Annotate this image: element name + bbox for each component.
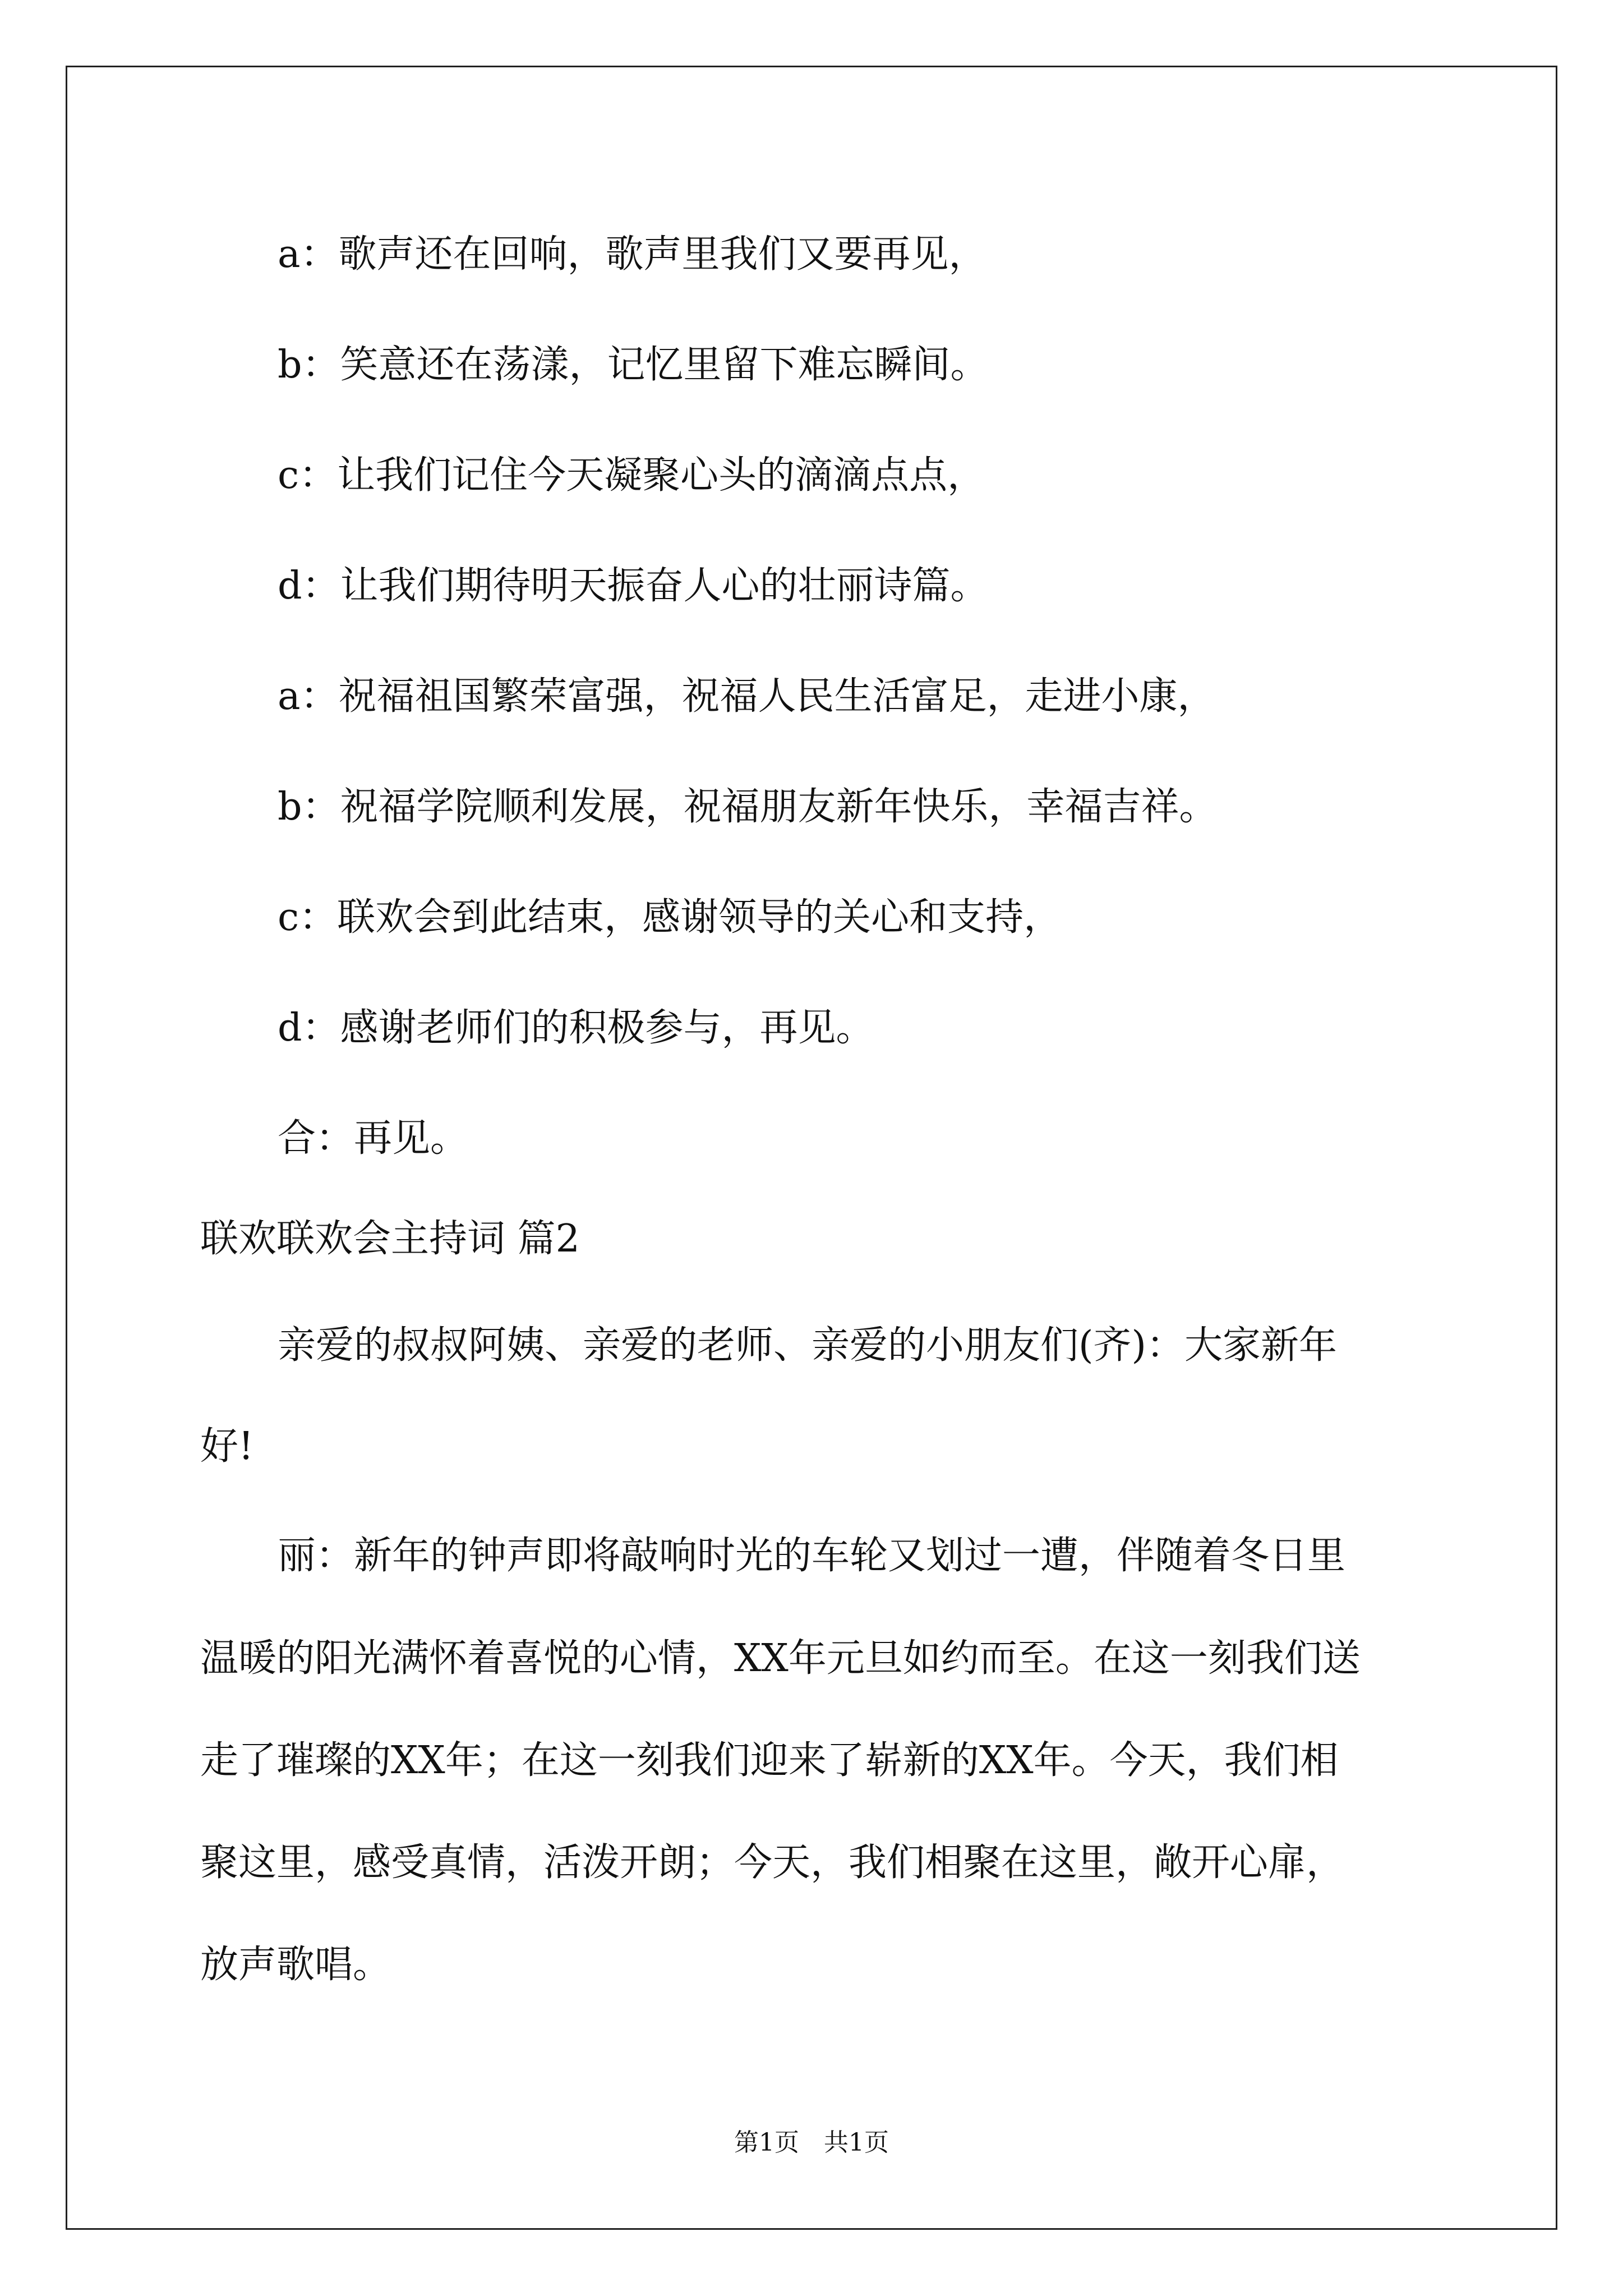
paragraph-line: 聚这里，感受真情，活泼开朗；今天，我们相聚在这里，敞开心扉， [200, 1841, 1345, 1885]
paragraph-line: 走了璀璨的XX年；在这一刻我们迎来了崭新的XX年。今天，我们相 [200, 1738, 1339, 1783]
dialogue-line: b：祝福学院顺利发展，祝福朋友新年快乐，幸福吉祥。 [278, 785, 1218, 829]
dialogue-line: a：歌声还在回响，歌声里我们又要再见， [278, 232, 987, 277]
dialogue-line: d：感谢老师们的积极参与，再见。 [278, 1006, 874, 1050]
dialogue-line: b：笑意还在荡漾，记忆里留下难忘瞬间。 [278, 343, 989, 387]
paragraph-line: 丽：新年的钟声即将敲响时光的车轮又划过一遭，伴随着冬日里 [278, 1534, 1346, 1578]
dialogue-line: a：祝福祖国繁荣富强，祝福人民生活富足，走进小康， [278, 674, 1216, 719]
dialogue-line: d：让我们期待明天振奋人心的壮丽诗篇。 [278, 564, 989, 608]
paragraph-line: 温暖的阳光满怀着喜悦的心情，XX年元旦如约而至。在这一刻我们送 [200, 1636, 1361, 1681]
paragraph-line: 亲爱的叔叔阿姨、亲爱的老师、亲爱的小朋友们(齐)：大家新年 [278, 1323, 1338, 1368]
dialogue-line: c：联欢会到此结束，感谢领导的关心和支持， [278, 895, 1062, 940]
page-footer: 第1页 共1页 [734, 2128, 889, 2157]
dialogue-line: c：让我们记住今天凝聚心头的滴滴点点， [278, 453, 986, 498]
dialogue-line: 合：再见。 [278, 1116, 469, 1161]
section-title: 联欢联欢会主持词 篇2 [200, 1217, 580, 1261]
paragraph-line: 好! [200, 1424, 254, 1469]
paragraph-line: 放声歌唱。 [200, 1943, 391, 1987]
